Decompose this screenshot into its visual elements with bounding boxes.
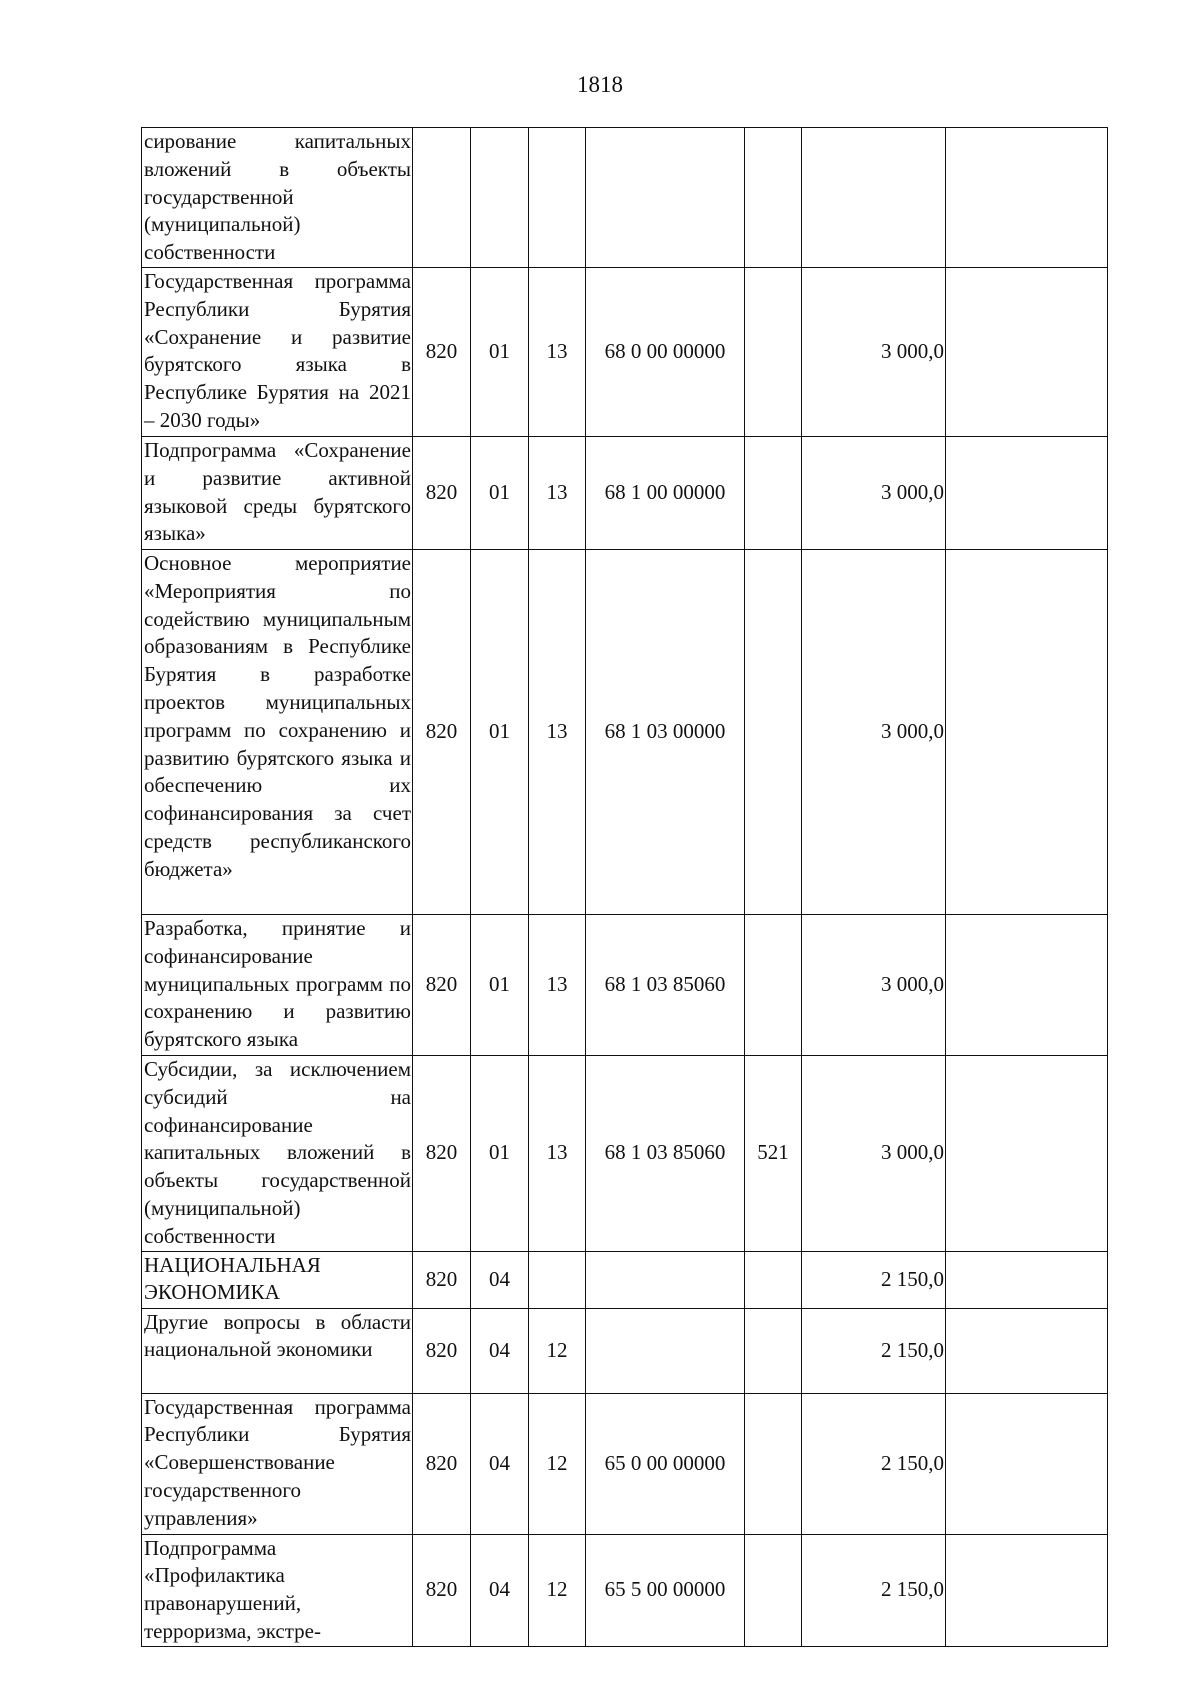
ved-code: 820: [413, 549, 471, 914]
section-code: 01: [471, 914, 529, 1055]
extra-cell: [946, 549, 1108, 914]
amount: 3 000,0: [802, 914, 946, 1055]
target-article-code: 65 5 00 00000: [586, 1534, 745, 1646]
row-description: Подпрограмма «Профилактика правонарушений, терроризма, экстре-: [142, 1534, 413, 1646]
ved-code: 820: [413, 1534, 471, 1646]
amount: 2 150,0: [802, 1534, 946, 1646]
row-description: Основное мероприятие «Мероприятия по содействию муниципальным образованиям в Республике Бурятия в разработке проектов муниципальных программ по сохранению и развитию бурятского языка и обеспечению их софинансирования за счет средств республиканского бюджета»: [142, 549, 413, 914]
expense-type-code: [745, 1393, 802, 1534]
subsection-code: 12: [529, 1534, 586, 1646]
amount: 3 000,0: [802, 1055, 946, 1251]
target-article-code: 68 1 03 85060: [586, 914, 745, 1055]
subsection-code: [529, 128, 586, 268]
table-row: [142, 1393, 1108, 1534]
table-row: [142, 1055, 1108, 1251]
table-row: [142, 1308, 1108, 1393]
extra-cell: [946, 1251, 1108, 1308]
row-description: Другие вопросы в области национальной экономики: [142, 1308, 413, 1393]
expense-type-code: [745, 436, 802, 549]
subsection-code: 13: [529, 549, 586, 914]
target-article-code: 68 1 00 00000: [586, 436, 745, 549]
expense-type-code: [745, 1534, 802, 1646]
target-article-code: 68 0 00 00000: [586, 267, 745, 436]
ved-code: 820: [413, 1308, 471, 1393]
section-code: 04: [471, 1251, 529, 1308]
target-article-code: [586, 128, 745, 268]
extra-cell: [946, 128, 1108, 268]
amount: [802, 128, 946, 268]
section-code: 01: [471, 1055, 529, 1251]
row-description: Подпрограмма «Сохранение и развитие активной языковой среды бурятского языка»: [142, 436, 413, 549]
subsection-code: 12: [529, 1393, 586, 1534]
amount: 3 000,0: [802, 549, 946, 914]
subsection-code: 13: [529, 267, 586, 436]
table-row: [142, 436, 1108, 549]
row-description: сирование капитальных вложений в объекты государственной (муниципальной) собственности: [142, 128, 413, 268]
ved-code: 820: [413, 267, 471, 436]
row-description: НАЦИОНАЛЬНАЯ ЭКОНОМИКА: [142, 1251, 413, 1308]
section-code: [471, 128, 529, 268]
table-row: [142, 1251, 1108, 1308]
ved-code: 820: [413, 1393, 471, 1534]
amount: 3 000,0: [802, 267, 946, 436]
section-code: 01: [471, 549, 529, 914]
extra-cell: [946, 1534, 1108, 1646]
amount: 2 150,0: [802, 1308, 946, 1393]
page-number: 1818: [577, 72, 623, 97]
target-article-code: 68 1 03 85060: [586, 1055, 745, 1251]
amount: 3 000,0: [802, 436, 946, 549]
ved-code: 820: [413, 914, 471, 1055]
target-article-code: 68 1 03 00000: [586, 549, 745, 914]
target-article-code: [586, 1308, 745, 1393]
expense-type-code: [745, 914, 802, 1055]
table-row: [142, 128, 1108, 268]
extra-cell: [946, 267, 1108, 436]
target-article-code: 65 0 00 00000: [586, 1393, 745, 1534]
subsection-code: 13: [529, 1055, 586, 1251]
table-row: [142, 1534, 1108, 1646]
ved-code: 820: [413, 1251, 471, 1308]
table-row: [142, 914, 1108, 1055]
expense-type-code: [745, 267, 802, 436]
section-code: 04: [471, 1308, 529, 1393]
ved-code: 820: [413, 1055, 471, 1251]
row-description: Государственная программа Республики Бурятия «Совершенствование государственного управления»: [142, 1393, 413, 1534]
section-code: 01: [471, 267, 529, 436]
ved-code: [413, 128, 471, 268]
section-code: 01: [471, 436, 529, 549]
row-description: Субсидии, за исключением субсидий на софинансирование капитальных вложений в объекты государственной (муниципальной) собственности: [142, 1055, 413, 1251]
ved-code: 820: [413, 436, 471, 549]
budget-table: [141, 127, 1108, 1647]
section-code: 04: [471, 1393, 529, 1534]
expense-type-code: [745, 1308, 802, 1393]
row-description: Государственная программа Республики Бурятия «Сохранение и развитие бурятского языка в Республике Бурятия на 2021 – 2030 годы»: [142, 267, 413, 436]
extra-cell: [946, 436, 1108, 549]
section-code: 04: [471, 1534, 529, 1646]
amount: 2 150,0: [802, 1393, 946, 1534]
extra-cell: [946, 1393, 1108, 1534]
expense-type-code: [745, 549, 802, 914]
row-description: Разработка, принятие и софинансирование муниципальных программ по сохранению и развитию бурятского языка: [142, 914, 413, 1055]
table-row: [142, 267, 1108, 436]
amount: 2 150,0: [802, 1251, 946, 1308]
subsection-code: [529, 1251, 586, 1308]
target-article-code: [586, 1251, 745, 1308]
subsection-code: 13: [529, 436, 586, 549]
extra-cell: [946, 1055, 1108, 1251]
expense-type-code: [745, 1251, 802, 1308]
extra-cell: [946, 914, 1108, 1055]
expense-type-code: 521: [745, 1055, 802, 1251]
extra-cell: [946, 1308, 1108, 1393]
subsection-code: 13: [529, 914, 586, 1055]
subsection-code: 12: [529, 1308, 586, 1393]
expense-type-code: [745, 128, 802, 268]
table-row: [142, 549, 1108, 914]
